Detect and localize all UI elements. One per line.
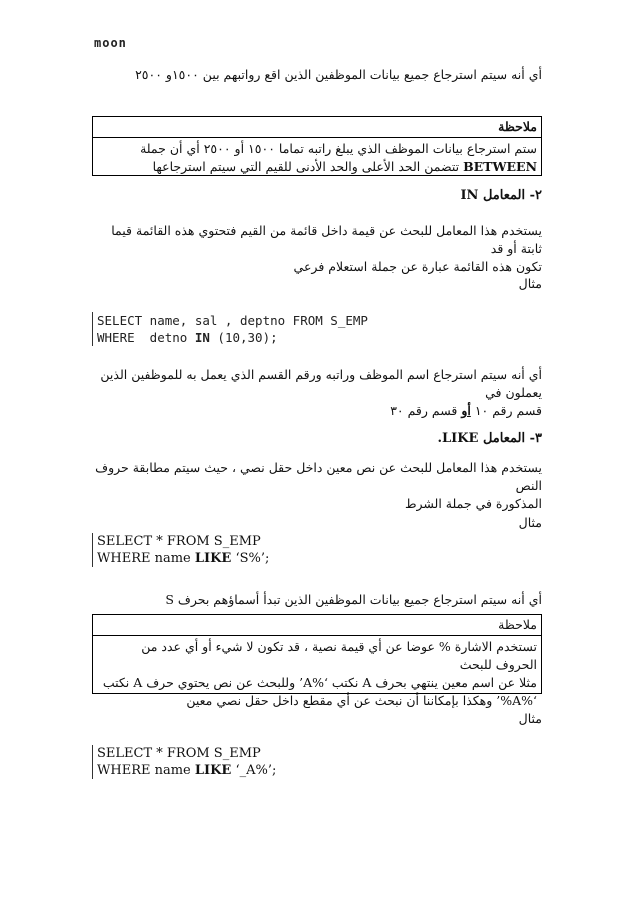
code-fragment: WHERE name: [97, 763, 195, 778]
note-line: [97, 158, 537, 176]
underlined-or: أو: [461, 403, 471, 418]
like-explanation: أي أنه سيتم استرجاع جميع بيانات الموظفين الذين تبدأ أسماؤهم بحرف S: [165, 592, 542, 607]
code-fragment: WHERE name: [97, 551, 195, 566]
paragraph-line: تكون هذه القائمة عبارة عن جملة استعلام فرعي: [293, 259, 542, 274]
code-keyword: IN: [194, 330, 210, 345]
code-line: SELECT * FROM S_EMP: [97, 534, 261, 549]
code-block-like-2: [92, 745, 541, 779]
heading-number: ٣- المعامل: [482, 431, 542, 446]
note-line: ستم استرجاع بيانات الموظف الذي يبلغ راتبه تماما ١٥٠٠ أو ٢٥٠٠ أي أن جملة: [140, 141, 537, 156]
paragraph-line: [93, 402, 542, 420]
example-label: مثال: [518, 515, 542, 530]
in-explanation: [93, 366, 542, 420]
brand-logo: moon: [94, 36, 127, 50]
in-description: [93, 222, 542, 276]
code-fragment: (10,30);: [209, 330, 278, 345]
paragraph-line: يستخدم هذا المعامل للبحث عن نص معين داخل حقل نصي ، حيث سيتم مطابقة حروف النص: [95, 460, 542, 493]
paragraph-line: يستخدم هذا المعامل للبحث عن قيمة داخل قائمة من القيم فتحتوي هذه القائمة قيما ثابتة أو قد: [111, 223, 542, 256]
text-fragment: قسم رقم ٣٠: [390, 403, 462, 418]
heading-keyword: LIKE.: [437, 431, 479, 446]
paragraph-line: أي أنه سيتم استرجاع اسم الموظف وراتبه ورقم القسم الذي يعمل به للموظفين الذين يعملون في: [100, 367, 542, 400]
example-label: مثال: [518, 276, 542, 291]
code-keyword: LIKE: [194, 763, 232, 778]
note-line-rest: تتضمن الحد الأعلى والحد الأدنى للقيم التي سيتم استرجاعها: [152, 159, 464, 174]
note-body: [93, 138, 541, 178]
note-line: مثلا عن اسم معين ينتهي بحرف A نكتب ‘%A’ وللبحث عن نص يحتوي حرف A نكتب: [102, 675, 537, 690]
note-title: ملاحظة: [93, 117, 541, 138]
note-line: تستخدم الاشارة % عوضا عن أي قيمة نصية ، قد تكون لا شيء أو أي عدد من الحروف للبحث: [141, 639, 537, 672]
note-body: [93, 636, 541, 712]
code-line: SELECT name, sal , deptno FROM S_EMP: [97, 313, 368, 328]
note-title: ملاحظة: [93, 615, 541, 636]
code-line: SELECT * FROM S_EMP: [97, 746, 261, 761]
heading-number: ٢- المعامل: [482, 188, 542, 203]
section-heading-like: [93, 430, 542, 448]
heading-keyword: IN: [460, 188, 479, 203]
like-description: [93, 459, 542, 513]
paragraph-line: المذكورة في جملة الشرط: [404, 496, 542, 511]
note-line: ‘%A%’ وهكذا بإمكاننا أن نبحث عن أي مقطع داخل حقل نصي معين: [186, 693, 537, 708]
code-fragment: ‘_A%’;: [231, 763, 277, 778]
code-fragment: ‘S%’;: [231, 551, 270, 566]
code-block-in: [92, 312, 541, 346]
code-line: [97, 762, 541, 779]
code-line: [97, 329, 541, 346]
note-box-between: [92, 116, 542, 176]
text-fragment: قسم رقم ١٠: [470, 403, 542, 418]
intro-text: أي أنه سيتم استرجاع جميع بيانات الموظفين الذين اقع رواتبهم بين ١٥٠٠و ٢٥٠٠: [135, 67, 542, 82]
code-keyword: LIKE: [194, 551, 232, 566]
code-line: [97, 550, 541, 567]
section-heading-in: [93, 187, 542, 205]
keyword-between: BETWEEN: [463, 159, 537, 174]
note-box-wildcard: [92, 614, 542, 708]
example-label: مثال: [518, 711, 542, 726]
code-fragment: WHERE detno: [97, 330, 195, 345]
code-block-like: [92, 533, 541, 567]
